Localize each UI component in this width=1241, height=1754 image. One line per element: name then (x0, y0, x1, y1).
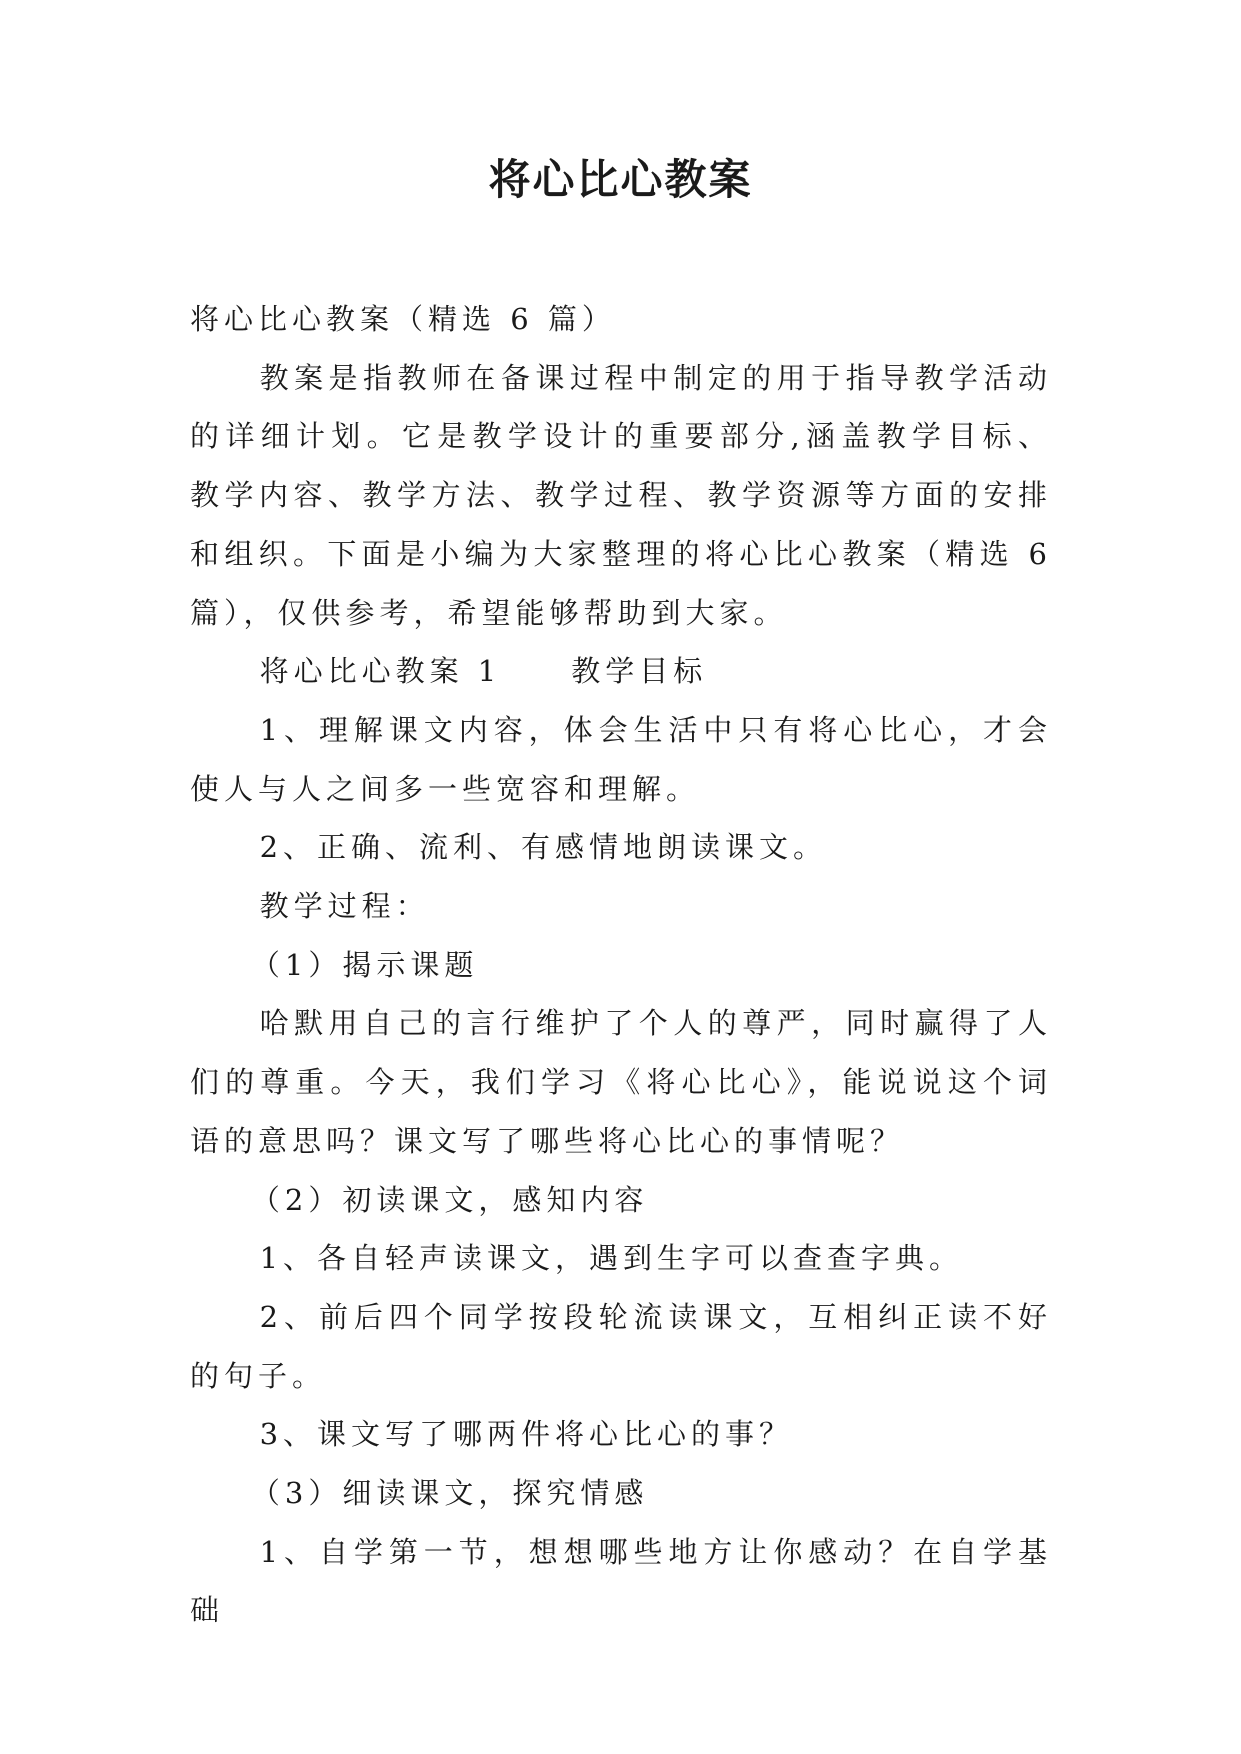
step-3-item-1: 1、自学第一节，想想哪些地方让你感动？在自学基础 (190, 1534, 1052, 1628)
step-2-item-1: 1、各自轻声读课文，遇到生字可以查查字典。 (259, 1241, 964, 1276)
document-subtitle: 将心比心教案（精选 6 篇） (190, 302, 616, 336)
document-body (190, 290, 1052, 1640)
section-1-subheading: 教学目标 (571, 654, 708, 689)
step-1-text: 哈默用自己的言行维护了个人的尊严，同时赢得了人们的尊重。今天，我们学习《将心比心》，能说说这个词语的意思吗？课文写了哪些将心比心的事情呢？ (190, 1006, 1052, 1158)
step-2-item-3: 3、课文写了哪两件将心比心的事？ (259, 1417, 794, 1452)
goal-item-1: 1、理解课文内容，体会生活中只有将心比心，才会使人与人之间多一些宽容和理解。 (190, 712, 1052, 806)
step-3-heading: （3）细读课文，探究情感 (250, 1476, 649, 1511)
section-1-heading-line (190, 642, 1052, 701)
process-heading: 教学过程： (259, 889, 430, 924)
section-1-heading: 将心比心教案 1 (259, 654, 502, 689)
intro-paragraph: 教案是指教师在备课过程中制定的用于指导教学活动的详细计划。它是教学设计的重要部分,涵盖教学目标、教学内容、教学方法、教学过程、教学资源等方面的安排和组织。下面是小编为大家整理的将心比心教案（精选 6 篇），仅供参考，希望能够帮助到大家。 (190, 360, 1052, 630)
step-2-item-2: 2、前后四个同学按段轮流读课文，互相纠正读不好的句子。 (190, 1299, 1052, 1393)
step-2-heading: （2）初读课文，感知内容 (250, 1182, 649, 1217)
document-title: 将心比心教案 (488, 155, 753, 204)
step-1-heading: （1）揭示课题 (250, 947, 479, 982)
goal-item-2: 2、正确、流利、有感情地朗读课文。 (259, 830, 828, 865)
